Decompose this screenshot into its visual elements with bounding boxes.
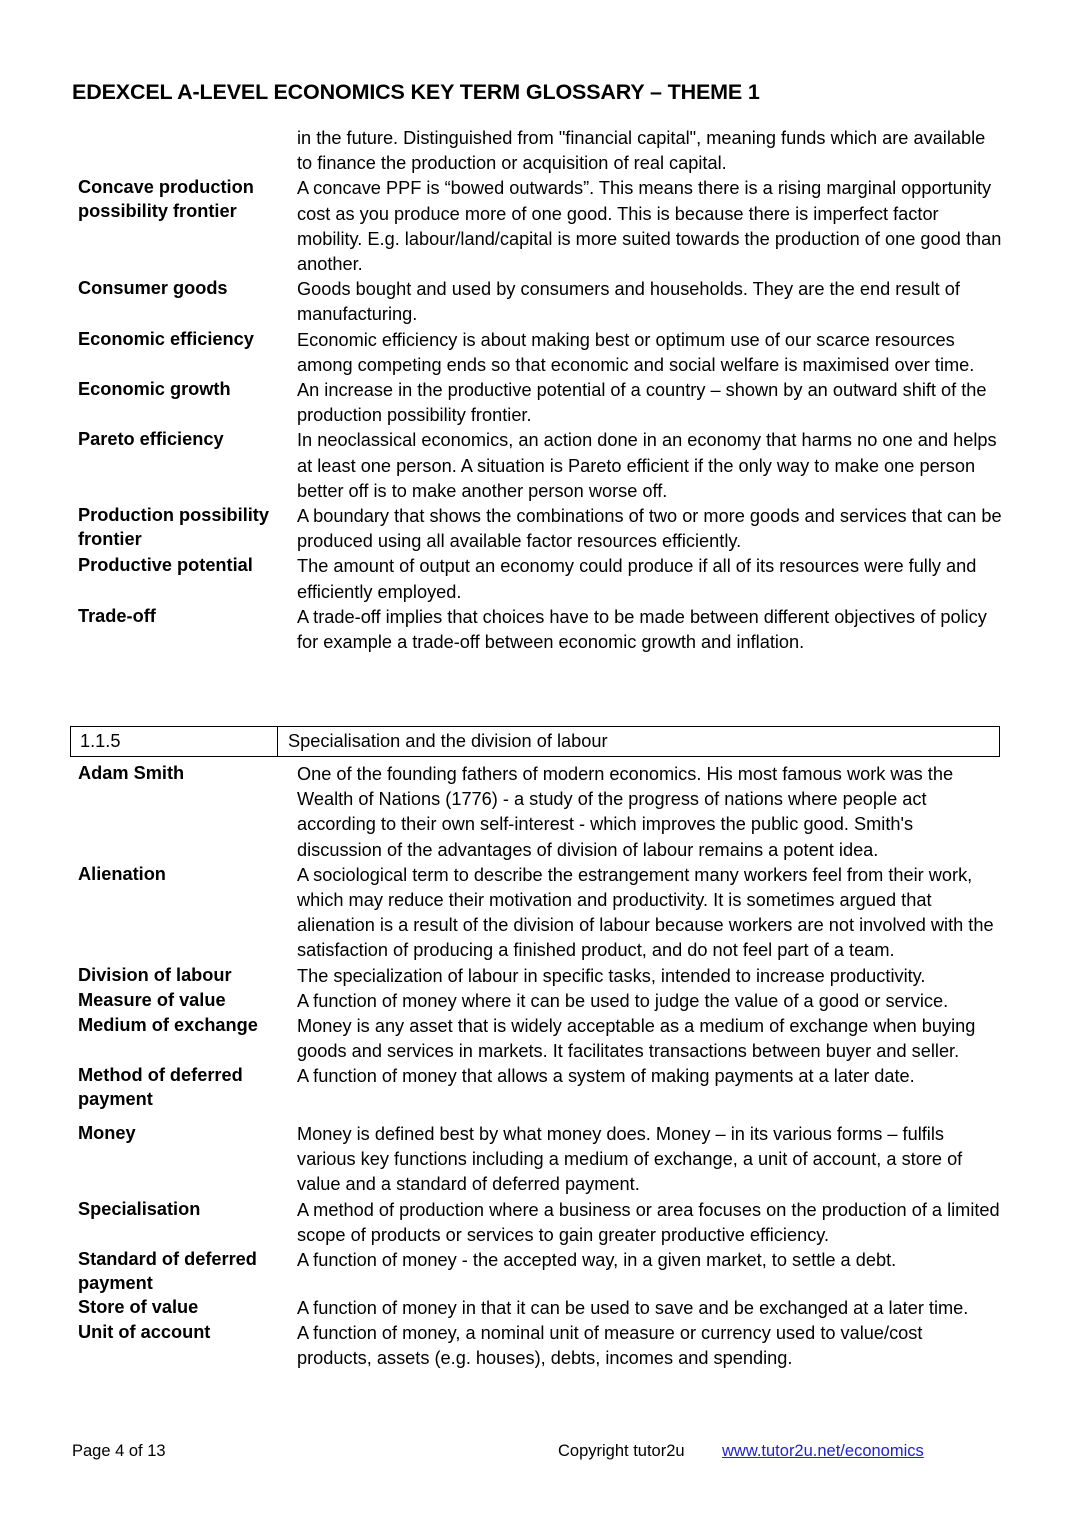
table-row xyxy=(70,762,1002,863)
table-row xyxy=(70,605,1002,655)
table-row xyxy=(70,1014,1002,1064)
table-row xyxy=(70,176,1002,277)
table-row xyxy=(70,1198,1002,1248)
term-label: Store of value xyxy=(78,1296,199,1317)
definition-text: A function of money that allows a system of making payments at a later date. xyxy=(297,1066,915,1087)
spacer-cell xyxy=(70,1112,288,1122)
definition-text: A trade-off implies that choices have to be made between different objectives of policy for example a trade-off between economic growth and inflation. xyxy=(297,606,987,653)
term-label: Productive potential xyxy=(78,555,253,576)
footer-page-number: Page 4 of 13 xyxy=(72,1442,166,1460)
definition-text: A method of production where a business or area focuses on the production of a limited scope of products or services to gain greater productive efficiency. xyxy=(297,1199,1000,1245)
definition-text: A boundary that shows the combinations of two or more goods and services that can be produced using all available factor resources efficiently. xyxy=(297,506,1002,552)
term-cell xyxy=(70,428,288,504)
definition-cell xyxy=(288,762,1002,863)
definition-text: A concave PPF is “bowed outwards”. This means there is a rising marginal opportunity cost as you produce more of one good. This is because there is imperfect factor mobility. E.g. labour/land/capital is more suited towards the production of one good than another. xyxy=(297,178,1002,275)
footer-copyright: Copyright tutor2u xyxy=(558,1442,685,1460)
table-row xyxy=(70,328,1002,378)
term-label: Production possibility frontier xyxy=(78,505,269,549)
term-label: Method of deferred payment xyxy=(78,1065,243,1110)
definition-cell xyxy=(288,1248,1002,1296)
definition-cell xyxy=(288,1122,1002,1198)
term-cell xyxy=(70,277,288,327)
definition-cell xyxy=(288,605,1002,655)
definition-cell xyxy=(288,277,1002,327)
term-cell xyxy=(70,989,288,1014)
definition-cell xyxy=(288,1198,1002,1248)
term-cell xyxy=(70,1198,288,1248)
glossary-table-section-1-1-4 xyxy=(70,126,1002,655)
term-cell xyxy=(70,176,288,277)
term-cell xyxy=(70,1321,288,1371)
term-cell xyxy=(70,1064,288,1112)
term-cell xyxy=(70,1248,288,1296)
table-row xyxy=(70,989,1002,1014)
term-label: Measure of value xyxy=(78,989,226,1010)
term-label: Medium of exchange xyxy=(78,1015,258,1036)
definition-text: The specialization of labour in specific tasks, intended to increase productivity. xyxy=(297,965,926,986)
table-row xyxy=(70,863,1002,964)
definition-text: A function of money in that it can be used to save and be exchanged at a later time. xyxy=(297,1297,969,1318)
term-label: Unit of account xyxy=(78,1321,211,1342)
definition-text: A function of money - the accepted way, in a given market, to settle a debt. xyxy=(297,1250,897,1271)
table-row xyxy=(70,504,1002,554)
term-label: Economic growth xyxy=(78,379,231,400)
section-header-box xyxy=(70,726,1000,757)
section-code: 1.1.5 xyxy=(71,727,278,756)
table-row xyxy=(70,1248,1002,1296)
table-row xyxy=(70,378,1002,428)
footer-website-link[interactable]: www.tutor2u.net/economics xyxy=(722,1442,924,1460)
definition-cell xyxy=(288,504,1002,554)
term-cell xyxy=(70,762,288,863)
term-label: Money xyxy=(78,1123,136,1144)
definition-cell xyxy=(288,176,1002,277)
term-label: Economic efficiency xyxy=(78,328,254,349)
definition-cell xyxy=(288,863,1002,964)
table-row xyxy=(70,1296,1002,1321)
term-cell xyxy=(70,1122,288,1198)
table-row-continued xyxy=(70,126,1002,176)
definition-cell xyxy=(288,126,1002,176)
term-cell xyxy=(70,504,288,554)
definition-text: Goods bought and used by consumers and households. They are the end result of manufacturing. xyxy=(297,279,960,325)
definition-cell xyxy=(288,1014,1002,1064)
definition-cell xyxy=(288,378,1002,428)
table-row xyxy=(70,277,1002,327)
section-name: Specialisation and the division of labour xyxy=(288,731,608,751)
definition-text: in the future. Distinguished from "financial capital", meaning funds which are available to finance the production or acquisition of real capital. xyxy=(297,128,986,174)
definition-cell xyxy=(288,328,1002,378)
term-label: Concave production possibility frontier xyxy=(78,177,254,222)
term-cell xyxy=(70,1014,288,1064)
term-cell xyxy=(70,378,288,428)
term-label: Pareto efficiency xyxy=(78,429,224,450)
definition-cell xyxy=(288,1296,1002,1321)
definition-cell xyxy=(288,554,1002,604)
table-row xyxy=(70,964,1002,989)
term-cell xyxy=(70,964,288,989)
page-footer xyxy=(0,1442,1080,1472)
spacer-cell xyxy=(288,1112,1002,1122)
term-label: Adam Smith xyxy=(78,763,185,783)
definition-cell xyxy=(288,1064,1002,1112)
definition-cell xyxy=(288,989,1002,1014)
term-label: Trade-off xyxy=(78,605,156,626)
table-row xyxy=(70,1321,1002,1371)
table-row xyxy=(70,554,1002,604)
definition-text: One of the founding fathers of modern economics. His most famous work was the Wealth of Nations (1776) - a study of the progress of nations where people act according to their own self-interest - which improves the public good. Smith's discussion of the advantages of division of labour remains a potent idea. xyxy=(297,764,954,860)
definition-text: In neoclassical economics, an action done in an economy that harms no one and helps at least one person. A situation is Pareto efficient if the only way to make one person better off is to make another person worse off. xyxy=(297,430,997,501)
term-cell xyxy=(70,1296,288,1321)
definition-text: A function of money, a nominal unit of measure or currency used to value/cost products, assets (e.g. houses), debts, incomes and spending. xyxy=(297,1322,923,1369)
definition-text: Money is any asset that is widely acceptable as a medium of exchange when buying goods and services in markets. It facilitates transactions between buyer and seller. xyxy=(297,1016,976,1062)
term-cell xyxy=(70,328,288,378)
glossary-table-section-1-1-5 xyxy=(70,762,1002,1371)
term-cell xyxy=(70,605,288,655)
term-label: Division of labour xyxy=(78,964,232,985)
definition-text: A sociological term to describe the estrangement many workers feel from their work, which may reduce their motivation and productivity. It is sometimes argued that alienation is a result of the division of labour because workers are not involved with the satisfaction of producing a finished product, and do not feel part of a team. xyxy=(297,864,994,961)
term-cell xyxy=(70,554,288,604)
definition-cell xyxy=(288,964,1002,989)
definition-cell xyxy=(288,1321,1002,1371)
term-label: Standard of deferred payment xyxy=(78,1249,257,1293)
term-label: Specialisation xyxy=(78,1198,201,1219)
definition-text: Money is defined best by what money does. Money – in its various forms – fulfils various key functions including a medium of exchange, a unit of account, a store of value and a standard of deferred payment. xyxy=(297,1124,963,1195)
table-row xyxy=(70,1064,1002,1112)
term-label: Alienation xyxy=(78,863,166,884)
glossary-table-body xyxy=(70,762,1002,1371)
table-row xyxy=(70,1122,1002,1198)
definition-text: A function of money where it can be used to judge the value of a good or service. xyxy=(297,990,949,1011)
term-label: Consumer goods xyxy=(78,278,228,299)
definition-text: The amount of output an economy could produce if all of its resources were fully and efficiently employed. xyxy=(297,556,977,602)
definition-text: An increase in the productive potential of a country – shown by an outward shift of the production possibility frontier. xyxy=(297,380,987,426)
table-row xyxy=(70,428,1002,504)
glossary-table-body xyxy=(70,126,1002,655)
page-title: EDEXCEL A-LEVEL ECONOMICS KEY TERM GLOSSARY – THEME 1 xyxy=(72,80,760,105)
definition-cell xyxy=(288,428,1002,504)
term-cell xyxy=(70,863,288,964)
term-cell-empty xyxy=(70,126,288,176)
definition-text: Economic efficiency is about making best or optimum use of our scarce resources among competing ends so that economic and social welfare is maximised over time. xyxy=(297,329,975,375)
table-row-spacer xyxy=(70,1112,1002,1122)
